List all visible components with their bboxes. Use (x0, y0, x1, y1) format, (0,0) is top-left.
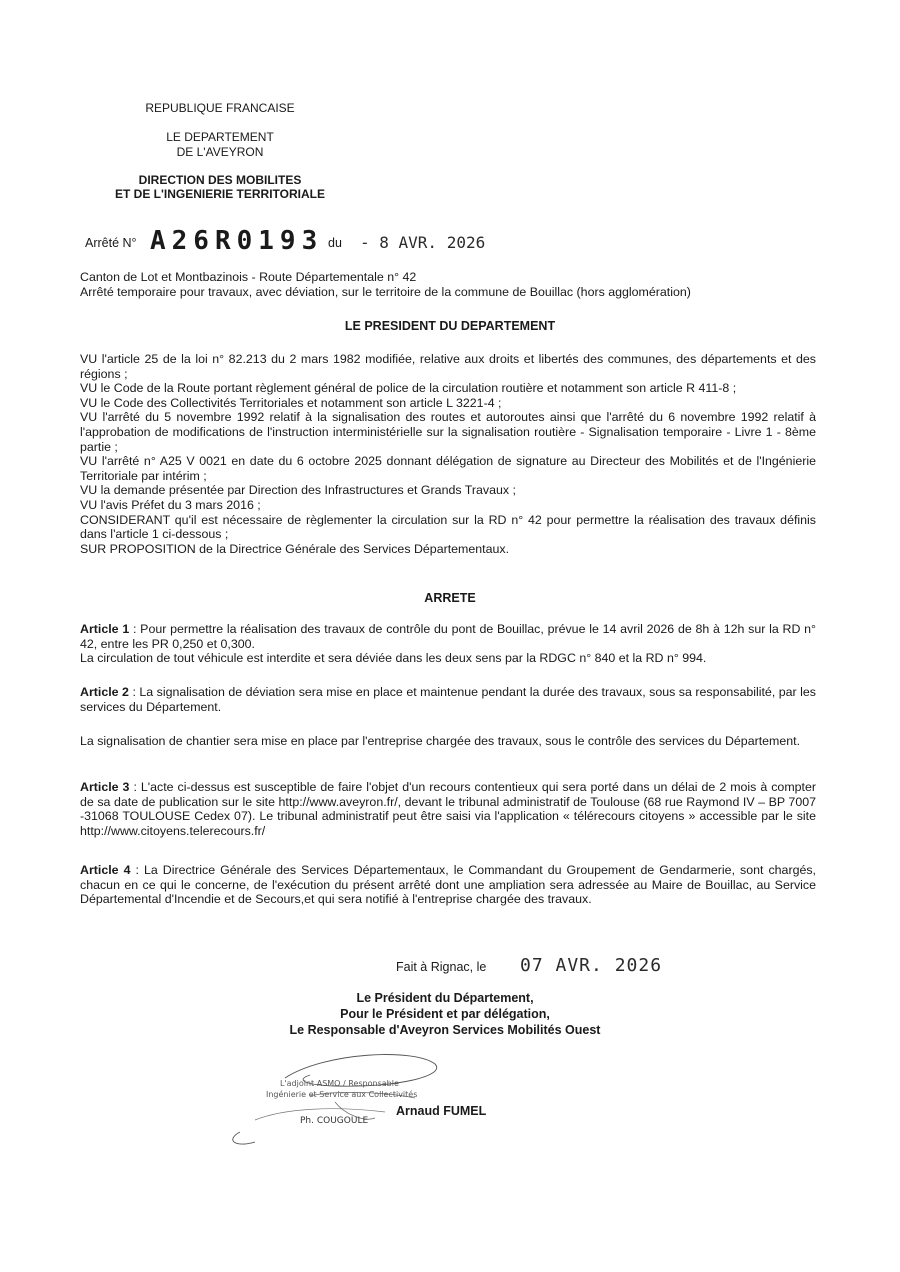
article-4 (80, 863, 816, 907)
article-3-label: Article 3 (80, 780, 130, 794)
arrete-heading: ARRETE (424, 591, 476, 605)
consideration-item: VU le Code de la Route portant règlement général de police de la circulation routière et notamment son article R 411-8 ; (80, 381, 737, 396)
handwritten-signature (215, 1050, 455, 1150)
article-1-text-2: La circulation de tout véhicule est interdite et sera déviée dans les deux sens par la RDGC n° 840 et la RD n° 994. (80, 651, 707, 666)
consideration-item: VU l'arrêté n° A25 V 0021 en date du 6 octobre 2025 donnant délégation de signature au Directeur des Mobilités et de l'Ingénierie Territoriale par intérim ; (80, 454, 816, 483)
subject-line-2: Arrêté temporaire pour travaux, avec déviation, sur le territoire de la commune de Bouillac (hors agglomération) (80, 285, 691, 299)
article-2-text: : La signalisation de déviation sera mise en place et maintenue pendant la durée des travaux, sous sa responsabilité, par les services du Département. (80, 685, 816, 714)
signer-name: Arnaud FUMEL (396, 1104, 487, 1118)
article-4-text: : La Directrice Générale des Services Départementaux, le Commandant du Groupement de Gendarmerie, sont chargés, chacun en ce qui le concerne, de l'exécution du présent arrêté dont une ampliation sera adressée au Maire de Bouillac, au Service Départemental d'Incendie et de Secours,et qui sera notifié à l'entreprise chargée des travaux. (80, 863, 816, 907)
consideration-item: VU la demande présentée par Direction des Infrastructures et Grands Travaux ; (80, 483, 516, 498)
consideration-item: VU l'avis Préfet du 3 mars 2016 ; (80, 497, 261, 512)
stamp-name: Ph. COUGOULE (300, 1116, 369, 1126)
article-2-paragraph-2: La signalisation de chantier sera mise en place par l'entreprise chargée des travaux, sous le contrôle des services du Département. (80, 734, 801, 748)
signature-line-3: Le Responsable d'Aveyron Services Mobilités Ouest (289, 1023, 601, 1037)
consideration-item: VU le Code des Collectivités Territoriales et notamment son article L 3221-4 ; (80, 395, 502, 410)
consideration-item: VU l'arrêté du 5 novembre 1992 relatif à la signalisation des routes et autoroutes ainsi que l'arrêté du 6 novembre 1992 relatif à l'approbation de modifications de l'instruction interministérielle sur la signalisation routière - Signalisation temporaire - Livre 1 - 8ème partie ; (80, 410, 816, 454)
signature-line-2: Pour le Président et par délégation, (340, 1007, 550, 1021)
signature-line-1: Le Président du Département, (356, 991, 534, 1005)
consideration-item: VU l'article 25 de la loi n° 82.213 du 2 mars 1982 modifiée, relative aux droits et libertés des communes, des départements et des régions ; (80, 352, 816, 381)
article-3-text: : L'acte ci-dessus est susceptible de faire l'objet d'un recours contentieux qui sera porté dans un délai de 2 mois à compter de sa date de publication sur le site http://www.aveyron.fr/, devant le tribunal administratif de Toulouse (68 rue Raymond IV – BP 7007 -31068 TOULOUSE Cedex 07). Le tribunal administratif peut être saisi via l'application « télérecours citoyens » accessible par le site http://www.citoyens.telerecours.fr/ (80, 780, 816, 838)
article-3 (80, 780, 816, 838)
president-heading: LE PRESIDENT DU DEPARTEMENT (344, 319, 556, 333)
article-2 (80, 685, 816, 714)
republic-label: REPUBLIQUE FRANCAISE (145, 101, 295, 115)
subject-line-1: Canton de Lot et Montbazinois - Route Départementale n° 42 (80, 270, 417, 284)
consideration-item: CONSIDERANT qu'il est nécessaire de règlementer la circulation sur la RD n° 42 pour permettre la réalisation des travaux définis dans l'article 1 ci-dessous ; (80, 512, 816, 542)
article-2-label: Article 2 (80, 685, 129, 699)
article-1-label: Article 1 (80, 622, 130, 636)
considerations-block (80, 352, 816, 556)
article-1 (80, 622, 816, 666)
article-4-label: Article 4 (80, 863, 131, 877)
signature-place: Fait à Rignac, le (396, 960, 487, 974)
arrete-du-label: du (328, 236, 342, 250)
arrete-date-stamp: - 8 AVR. 2026 (360, 233, 486, 252)
department-line-1: LE DEPARTEMENT (166, 130, 274, 144)
department-line-2: DE L'AVEYRON (176, 145, 264, 159)
arrete-label: Arrêté N° (85, 236, 137, 250)
direction-line-2: ET DE L'INGENIERIE TERRITORIALE (115, 187, 325, 201)
article-1-text: : Pour permettre la réalisation des travaux de contrôle du pont de Bouillac, prévue le 14 avril 2026 de 8h à 12h sur la RD n° 42, entre les PR 0,250 et 0,300. (80, 622, 816, 651)
stamp-line-1: L'adjoint ASMO / Responsable (280, 1079, 399, 1088)
arrete-number-stamp: A26R0193 (150, 226, 324, 256)
signature-date-stamp: 07 AVR. 2026 (520, 955, 663, 976)
stamp-line-2: Ingénierie et Service aux Collectivités (266, 1090, 418, 1099)
direction-line-1: DIRECTION DES MOBILITES (138, 173, 302, 187)
consideration-item: SUR PROPOSITION de la Directrice Générale des Services Départementaux. (80, 541, 510, 556)
